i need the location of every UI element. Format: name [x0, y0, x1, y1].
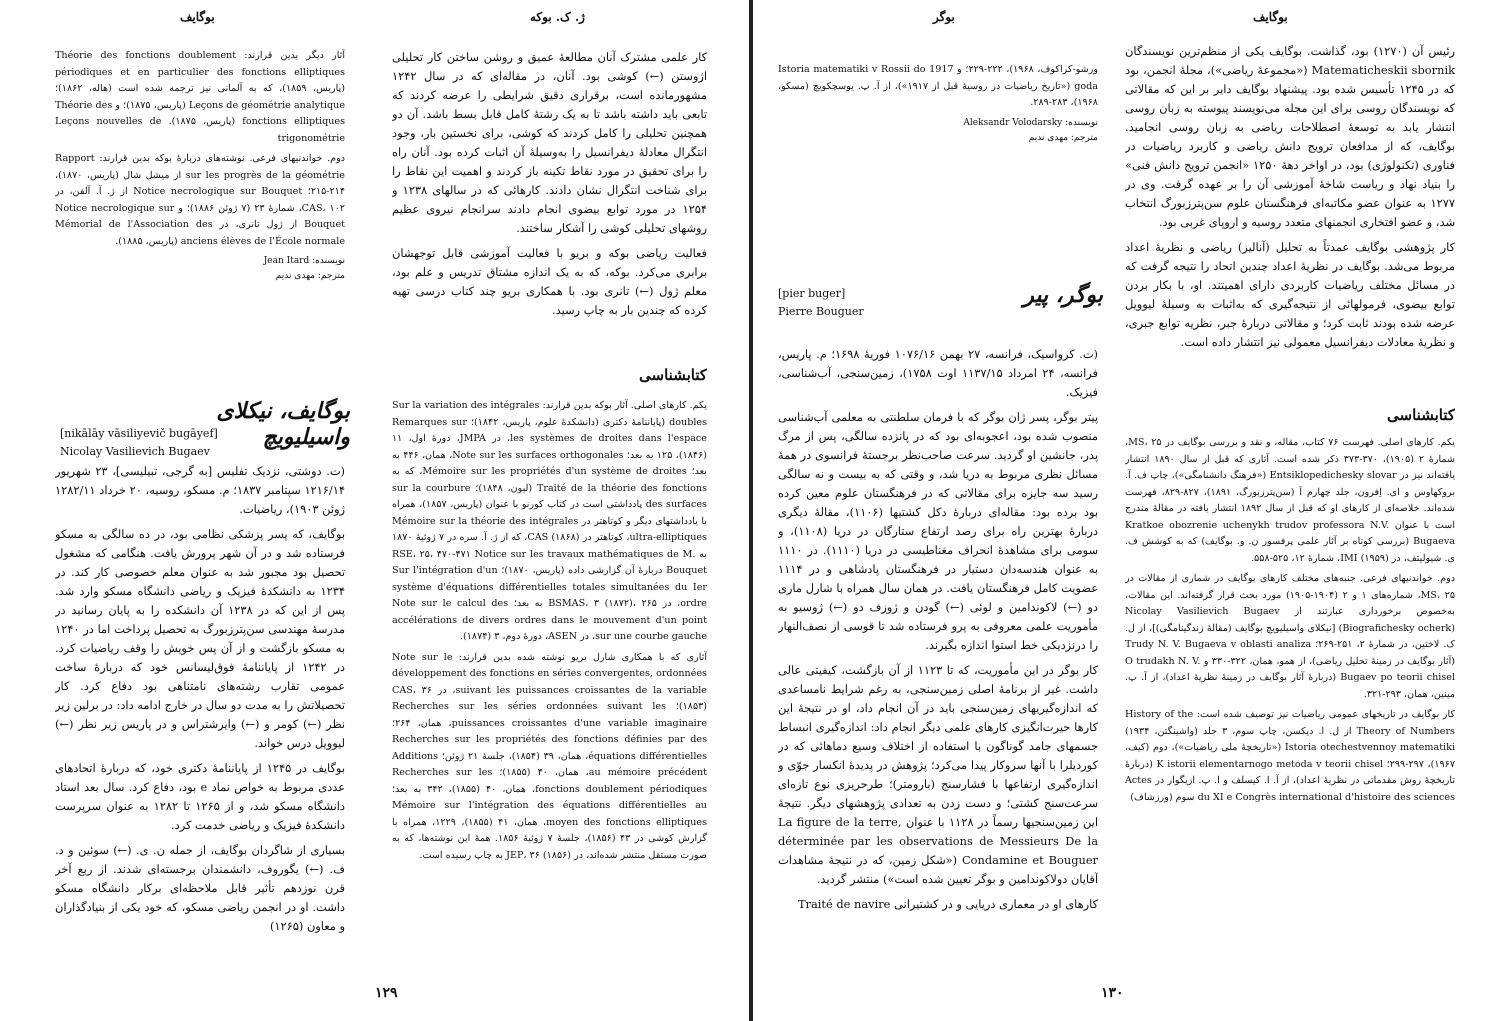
- translator-signature: مترجم: مهدی ندیم: [275, 271, 345, 281]
- paragraph: کارهای او در معماری دریایی و در کشتیرانی Traité de navire: [797, 897, 1098, 911]
- paragraph: بوگایف در ۱۲۴۵ از پایاننامهٔ دکتری خود، که دربارهٔ اتحادهای عددی مربوط به خواص نماد e بود، دفاع کرد. سال بعد استاد دانشگاه مسکو شد، و از ۱۲۶۵ تا ۱۲۸۲ به عنوان سرپرست دانشکدهٔ فیزیک و ریاضی خدمت کرد.: [55, 761, 345, 832]
- running-head-left: بوگر: [933, 10, 955, 24]
- page-130: [753, 0, 1505, 1021]
- right-column-top: [1125, 42, 1455, 377]
- author-signature: نویسنده: Jean Itard: [263, 256, 345, 266]
- paragraph: بسیاری از شاگردان بوگایف، از جمله ن. ی. (←) سوئین و د. ف. (←) یگوروف، دانشمندان برجسته‌ای شدند. از ربع آخر قرن نوزدهم تأثیر قابل ملاحظه‌ای برکار دانشگاه مسکو داشت. او در انجمن ریاضی مسکو، که خود یکی از بنیادگذاران و معاون (۱۲۶۵): [55, 843, 345, 933]
- paragraph: رئیس آن (۱۲۷۰) بود، گذاشت. بوگایف یکی از منظم‌ترین نویسندگان Matematicheskii sbornik («مجموعهٔ ریاضی»)، مجلهٔ انجمن، بود که در ۱۲۴۵ تأسیس شده بود. پیشنهاد بوگایف دایر بر این که مقالاتی که نویسندگان روسی برای این مجله می‌نویسند پیوسته به زبان روسی انتشار یابد به توسعهٔ اصطلاحات ریاضی به زبان روسی انجامید. بوگایف، که از مدافعان ترویج دانش ریاضی و کاربرد ریاضیات در فناوری (تکنولوژی) بود، در اواخر دههٔ ۱۲۵۰ «انجمن ترویج دانش فنی» را بنیاد نهاد و ریاست شاخهٔ آموزشی آن را بر عهده گرفت. وی در ۱۲۷۷ به عنوان عضو مکاتبه‌ای فرهنگستان علوم سن‌پترزبورگ انتخاب شد، و عضو افتخاری انجمنهای متعدد روسیه و اروپای غربی بود.: [1125, 44, 1455, 229]
- paragraph: بوگایف، که پسر پزشکی نظامی بود، در ده سالگی به مسکو فرستاده شد و در آن شهر پرورش یافت. هنگامی که مشغول تحصیل بود مجبور شد به عنوان معلم خصوصی کار کند. در ۱۲۳۴ به دانشکدهٔ فیزیک و ریاضی دانشگاه مسکو وارد شد. پس از این که در ۱۲۳۸ آن دانشکده را به پایان رسانید در مدرسهٔ مهندسی سن‌پترزبورگ به تحصیل پرداخت اما در ۱۲۴۰ به مسکو بازگشت و از آن پس خویش را وقف ریاضیات کرد. در ۱۲۴۲ از پایاننامهٔ فوق‌لیسانس خود که دربارهٔ ساخت عمومی تقارب رشته‌های نامتناهی بود دفاع کرد. کار تحصیلاتش را به مدت دو سال در خارج ادامه داد: در برلین زیر نظر (←) کومر و (←) وایرشتراس و در پاریس زیر نظر (←) لیوویل درس خواند.: [55, 527, 345, 750]
- paragraph: پیتر بوگر، پسر ژان بوگر که با فرمان سلطنتی به معلمی آب‌شناسی منصوب شده بود، اعجوبه‌ای بود که در پانزده سالگی، پس از مرگ پدر، جانشین او گردید. سرعت صاحب‌نظر برجستهٔ فرانسوی در همهٔ مسائل نظری مربوط به دریا شد، و وقتی که به بیست و نه سالگی رسید سه جایزه برای مقالاتی که در فرهنگستان علوم معین کرده بود برده بود: مقاله‌ای دربارهٔ دکل کشتیها (۱۱۰۶)، مقالهٔ دیگری دربارهٔ بهترین راه برای رصد ارتفاع ستارگان در دریا (۱۱۰۸)، و سومی برای مشاهدهٔ انحراف مغناطیسی در دریا (۱۱۱۰). در ۱۱۱۰ به عنوان هندسه‌دان دستیار در فرهنگستان پادشاهی و در ۱۱۱۴ عضویت کامل فرهنگستان یافت. در همان سال همراه با شارل ماری دو (←) لاکوندامین و لوئی (←) گودن و ژوزف دو (←) ژوسیو به مأموریت علمی معروفی به پرو فرستاده شد تا قوسی از نصف‌النهار را درنزدیکی خط استوا اندازه بگیرند.: [778, 410, 1098, 652]
- translit-phonetic: [pier buger]: [778, 287, 846, 300]
- entry-title-bouguer: بوگر، پیر: [1023, 282, 1103, 308]
- bibliography-heading-box: [392, 360, 707, 390]
- entry-title-bugaev: بوگایف، نیکلای واسیلیویچ: [216, 398, 350, 450]
- paragraph: فعالیت ریاضی بوکه و بریو با فعالیت آموزشی قابل توجهشان برابری می‌کرد. بوکه، که به یک اندازه مشتاق تدریس و علم بود، معلم ژول (←) تانری بود. با همکاری بریو چند کتاب درسی تهیه کرده که چندین بار به چاپ رسید.: [392, 246, 707, 317]
- paragraph: (ت. کرواسیک، فرانسه، ۲۷ بهمن ۱۰۷۶/۱۶ فوریهٔ ۱۶۹۸؛ م. پاریس، فرانسه، ۲۴ امرداد ۱۱۳۷/۱۵ اوت ۱۷۵۸)، زمین‌سنجی، آب‌شناسی، فیزیک.: [778, 347, 1098, 399]
- paragraph: آثاری که با همکاری شارل بریو نوشته شده بدین قرارند: Note sur le développement des fonctions en séries convergentes, ordonnées suivant les puissances croissantes de la variable، در CAS، ۳۶ (۱۸۵۳)؛ Recherches sur les séries ordonnées suivant les puissances croissantes d'une variable imaginaire، همان، ۲۶۴؛ Recherches sur les propriétés des fonctions définies par des équations différentielles، همان، ۳۹ (۱۸۵۴)، جلسهٔ ۲۱ ژوئن؛ Additions au mémoire précédent، همان، ۴۰ (۱۸۵۵)؛ Recherches sur les fonctions doublement périodiques، همان، ۴۰ (۱۸۵۵)، ۳۴۲ به بعد؛ Mémoire sur l'intégration des équations différentielles au moyen des fonctions elliptiques، همان، ۴۱ (۱۸۵۵)، ۱۲۲۹، همراه با گزارش کوشی در ۴۳ (۱۸۵۶)، جلسهٔ ۷ ژوئیهٔ ۱۸۵۶. همهٔ این نوشته‌ها، که به صورت مستقل منتشر شده‌اند، در JEP، ۳۶ (۱۸۵۶) به چاپ رسیده است.: [392, 651, 707, 861]
- right-column-bibliography: [392, 398, 707, 958]
- page-number: ۱۲۹: [375, 985, 398, 1001]
- translit-latin: Nicolay Vasilievich Bugaev: [60, 445, 210, 458]
- paragraph: آثار دیگر بدین قرارند: Théorie des fonctions doublement périodiques et en particulier des fonctions elliptiques (پاریس، ۱۸۵۹)، که به آلمانی نیز ترجمه شده است (هاله، ۱۸۶۲)؛ Leçons de géométrie analytique (پاریس، ۱۸۷۵)؛ و Théorie des fonctions elliptiques (پاریس، ۱۸۷۵). Leçons nouvelles de trigonométrie: [55, 50, 345, 144]
- bibliography-heading: کتابشناسی: [639, 366, 707, 384]
- bibliography-heading-box: [1125, 400, 1455, 428]
- paragraph: یکم. کارهای اصلی. آثار بوکه بدین قرارند: Sur la variation des intégrales doubles (پایاننامهٔ دکتری (دانشکدهٔ علوم، پاریس، ۱۸۴۲)؛ Remarques sur les systèmes de droites dans l'espace، در JMPA، دورهٔ اول، ۱۱ (۱۸۴۶)، ۱۲۵ به بعد؛ Note sur les surfaces orthogonales، همان، ۴۴۶ به بعد؛ Mémoire sur les propriétés d'un système de droites، که به Traité de la théorie des fonctions (لیون، ۱۸۴۸)؛ sur la courbure des surfaces پادداشتی است در کتاب کورنو با عنوان (پاریس، ۱۸۵۷)، همراه با یادداشتهای دیگر و کوتاهتر در Mémoire sur la théorie des intégrales ultra-elliptiques، کوتاهتر در CAS (۱۸۶۸)، که از ژ. آ. سره در ۷ ژوئیهٔ ۱۸۷۰ به RSE، ۲۵، ۴۷۰-۴۷۱ Notice sur les travaux mathématiques de M. Bouquet دربارهٔ آن گزارشی داده (پاریس، ۱۸۷۰)؛ Sur l'intégration d'un système d'équations différentielles totales simultanées du Ier ordre، در BSMAS، ۳ (۱۸۷۲)، ۲۶۵ به بعد؛ Note sur le calcul des accélérations de divers ordres dans le mouvement d'un point sur une courbe gauche، در ASEN، دورهٔ دوم، ۳ (۱۸۷۴).: [392, 400, 707, 642]
- left-column-body: [55, 462, 345, 967]
- translator-signature: مترجم: مهدی ندیم: [1028, 132, 1098, 143]
- running-head-right: بوگایف: [1253, 10, 1288, 24]
- paragraph: دوم. خواندنیهای فرعی. نوشته‌های دربارهٔ بوکه بدین قرارند: Rapport sur les progrès de la géométrie از میشل شال (پاریس، ۱۸۷۰)، ۲۱۴-۲۱۵؛ Notice necrologique sur Bouquet از ژ. آ. آلفن، در CAS، ۱۰۲، شمارهٔ ۲۳ (۷ ژوئن ۱۸۸۶)؛ و Notice necrologique sur Bouquet از ژول تانری، در Mémorial de l'Association des anciens élèves de l'École normale (پاریس، ۱۸۸۵).: [55, 153, 345, 247]
- right-column-top: [392, 48, 707, 358]
- author-signature: نویسنده: Aleksandr Volodarsky: [963, 117, 1098, 128]
- left-column-top: [55, 48, 345, 313]
- page-number: ۱۳۰: [1101, 985, 1124, 1001]
- paragraph: کار علمی مشترک آنان مطالعهٔ عمیق و روشن ساختن کار تحلیلی اژوستن (←) کوشی بود. آنان، در مقاله‌ای که در سال ۱۲۴۲ مشهورمانده است، برقراری دقیق شرایطی را عرضه کردند که تابعی باید داشته باشد تا به یک رشتهٔ کامل قابل بسط باشد. آن دو همچنین تحلیلی را کامل کردند که کوشی، برای نخستین بار، وجود انتگرال معادلهٔ دیفرانسیل را به‌وسیلهٔ آن اثبات کرده بود. آنان راه را برای تحقیق در مورد نقاط تکینه باز کردند و اهمیت این نقاط را برای شناخت انتگرال نشان دادند. کارهائی که در سالهای ۱۲۳۸ و ۱۲۵۴ در مورد توابع بیضوی انجام دادند سرانجام نیروی عظیم روشهای تحلیلی کوشی را آشکار ساختند.: [392, 50, 707, 235]
- left-column-body: [778, 345, 1098, 945]
- left-column-top: [778, 62, 1098, 192]
- translit-latin: Pierre Bouguer: [778, 305, 864, 318]
- paragraph: (ت. دوشتی، نزدیک تفلیس [به گرجی، تبیلیسی]، ۲۳ شهریور ۱۲۱۶/۱۴ سپتامبر ۱۸۳۷؛ م. مسکو، روسیه، ۲۰ خرداد ۱۲۸۲/۱۱ ژوئن ۱۹۰۳)، ریاضیات.: [55, 464, 345, 516]
- running-head-right: ژ. ک. بوکه: [530, 10, 585, 24]
- paragraph: کار پژوهشی بوگایف عمدتاً به تحلیل (آنالیز) ریاضی و نظریهٔ اعداد مربوط می‌شد. بوگایف در نظریهٔ اعداد چندین اتحاد را نتیجه گرفت که در مسائل مختلف ریاضیات کاربردی دارای اهمیتند. او، با بکار بردن توابع بیضوی، فرمولهائی از نتیجه‌گیری که به‌اثبات به وسیلهٔ لیوویل عرضه شده بودند ثابت کرد؛ و مقالاتی دربارهٔ جبر، نظریه توابع جبری، و نظریهٔ معادلات دیفرانسیل معمولی نیز انتشار داده است.: [1125, 240, 1455, 349]
- paragraph: کار بوگایف در تاریخهای عمومی ریاضیات نیز توصیف شده است: History of the Theory of Numbers از ل. ا. دیکسن، چاپ سوم، ۳ جلد (واشینگتن، ۱۹۳۴) Istoria otechestvennoy matematiki («تاریخچهٔ ملی ریاضیات»)، دوم (کیف، ۱۹۶۷)، ۲۹۷-۲۹۹؛ K istorii elementarnogo metoda v teorii chisel (دربارهٔ تاریخچهٔ روش مقدماتی در نظریهٔ اعداد)، از آ. ا. کیسلف و ا. پ. ازیگوار در Actes du XI e Congrès international d'histoire des sciences سوم (ورزشاف): [1125, 709, 1455, 803]
- right-column-bibliography: [1125, 435, 1455, 970]
- paragraph: یکم. کارهای اصلی. فهرست ۷۶ کتاب، مقاله، و نقد و بررسی بوگایف در MS، ۲۵، شمارهٔ ۲ (۱۹۰۵)، ۳۷۰-۳۷۳ ذکر شده است. آثاری که قبل از سال ۱۸۹۰ انتشار یافته‌اند نیز در Entsiklopedichesky slovar («فرهنگ دانشنامگی»)، چاپ ف. آ. بروکهاوس و ای. اِفرون، جلد چهارم آ (سن‌پترزبورگ، ۱۸۹۱)، ۸۲۷-۸۲۹، فهرست شده‌اند. خلاصه‌ای از کارهای او که قبل از سال ۱۸۹۲ انتشار یافته در مقالهٔ مندرج است با عنوان Kratkoe obozrenie uchenykh trudov professora N.V. Bugaeva (بررسی کوتاه بر آثار علمی پرفسور ن. و. بوگایف) که به کوشش ف. ی. شیولیتف، در IMI (۱۹۵۹)، شمارهٔ ۱۲، ۵۲۵-۵۵۸.: [1125, 437, 1455, 564]
- paragraph: ورشو-کراکوف، ۱۹۶۸)، ۲۲۲-۲۲۹؛ و Istoria matematiki v Rossii do 1917 goda («تاریخ ریاضیات در روسیهٔ قبل از ۱۹۱۷»)، از آ. پ. یوسچکویچ (مسکو، ۱۹۶۸)، ۲۸۳-۲۸۹.: [778, 64, 1098, 108]
- translit-phonetic: [nikālāy vāsiliyevič bugāyef]: [60, 427, 218, 440]
- page-129: [0, 0, 749, 1021]
- bibliography-heading: کتابشناسی: [1387, 406, 1455, 424]
- running-head-left: بوگایف: [180, 10, 215, 24]
- paragraph: کار بوگر در این مأموریت، که تا ۱۱۲۳ از آن بازگشت، کیفیتی عالی داشت. غیر از برنامهٔ اصلی زمین‌سنجی، به رغم شرایط نامساعدی که اندازه‌گیریهای زمین‌سنجی باید در آن انجام داد، او در نتیجهٔ این کارها حیرت‌انگیزی کارهای علمی دیگر انجام داد: اندازه‌گیری انبساط جسمهای جامد گوناگون با استفاده از اختلاف وسیع دماهائی که در کوردیلرا با آنها سروکار پیدا می‌کرد؛ پژوهش در پدیدهٔ انکسار جوّی و اندازه‌گیری ارتفاعها با فشارسنج (بارومتر)؛ طرحریزی نوع تازه‌ای سرعت‌سنج کشتی؛ و دست زدن به تعدادی پژوهشهای دیگر. نتیجهٔ این زمین‌سنجیها رسماً در ۱۱۲۸ با عنوان La figure de la terre, déterminée par les observations de Messieurs De la Condamine et Bouguer («شکل زمین، که در نتیجهٔ مشاهدات آقایان دولاکوندامین و بوگر تعیین شده است») منتشر گردید.: [778, 663, 1098, 886]
- paragraph: دوم. خواندنیهای فرعی. جنبه‌های مختلف کارهای بوگایف در شماری از مقالات در MS، ۲۵، شماره‌های ۱ و ۲ (۱۹۰۴-۱۹۰۵) مورد بحث قرار گرفته‌اند. این مقالات، به‌خصوص برخورداری عبارتند از Nicolay Vasilievich Bugaev (Biografichesky ocherk) [نیکلای واسیلیویچ بوگایف (مقالهٔ زندگینامگی)]، از ل. ک. لاختین، در شمارهٔ ۲، ۲۵۱-۲۶۹؛ Trudy N. V. Bugaeva v oblasti analiza (آثار بوگایف در زمینهٔ تحلیل ریاضی)، از همو، همان، ۳۲۲-۳۳۰ و O trudakh N. V. Bugaev po teorii chisel (دربارهٔ آثار بوگایف در زمینهٔ نظریهٔ اعداد)، از آ. پ. مینین، همان، ۲۹۳-۳۲۱.: [1125, 573, 1455, 700]
